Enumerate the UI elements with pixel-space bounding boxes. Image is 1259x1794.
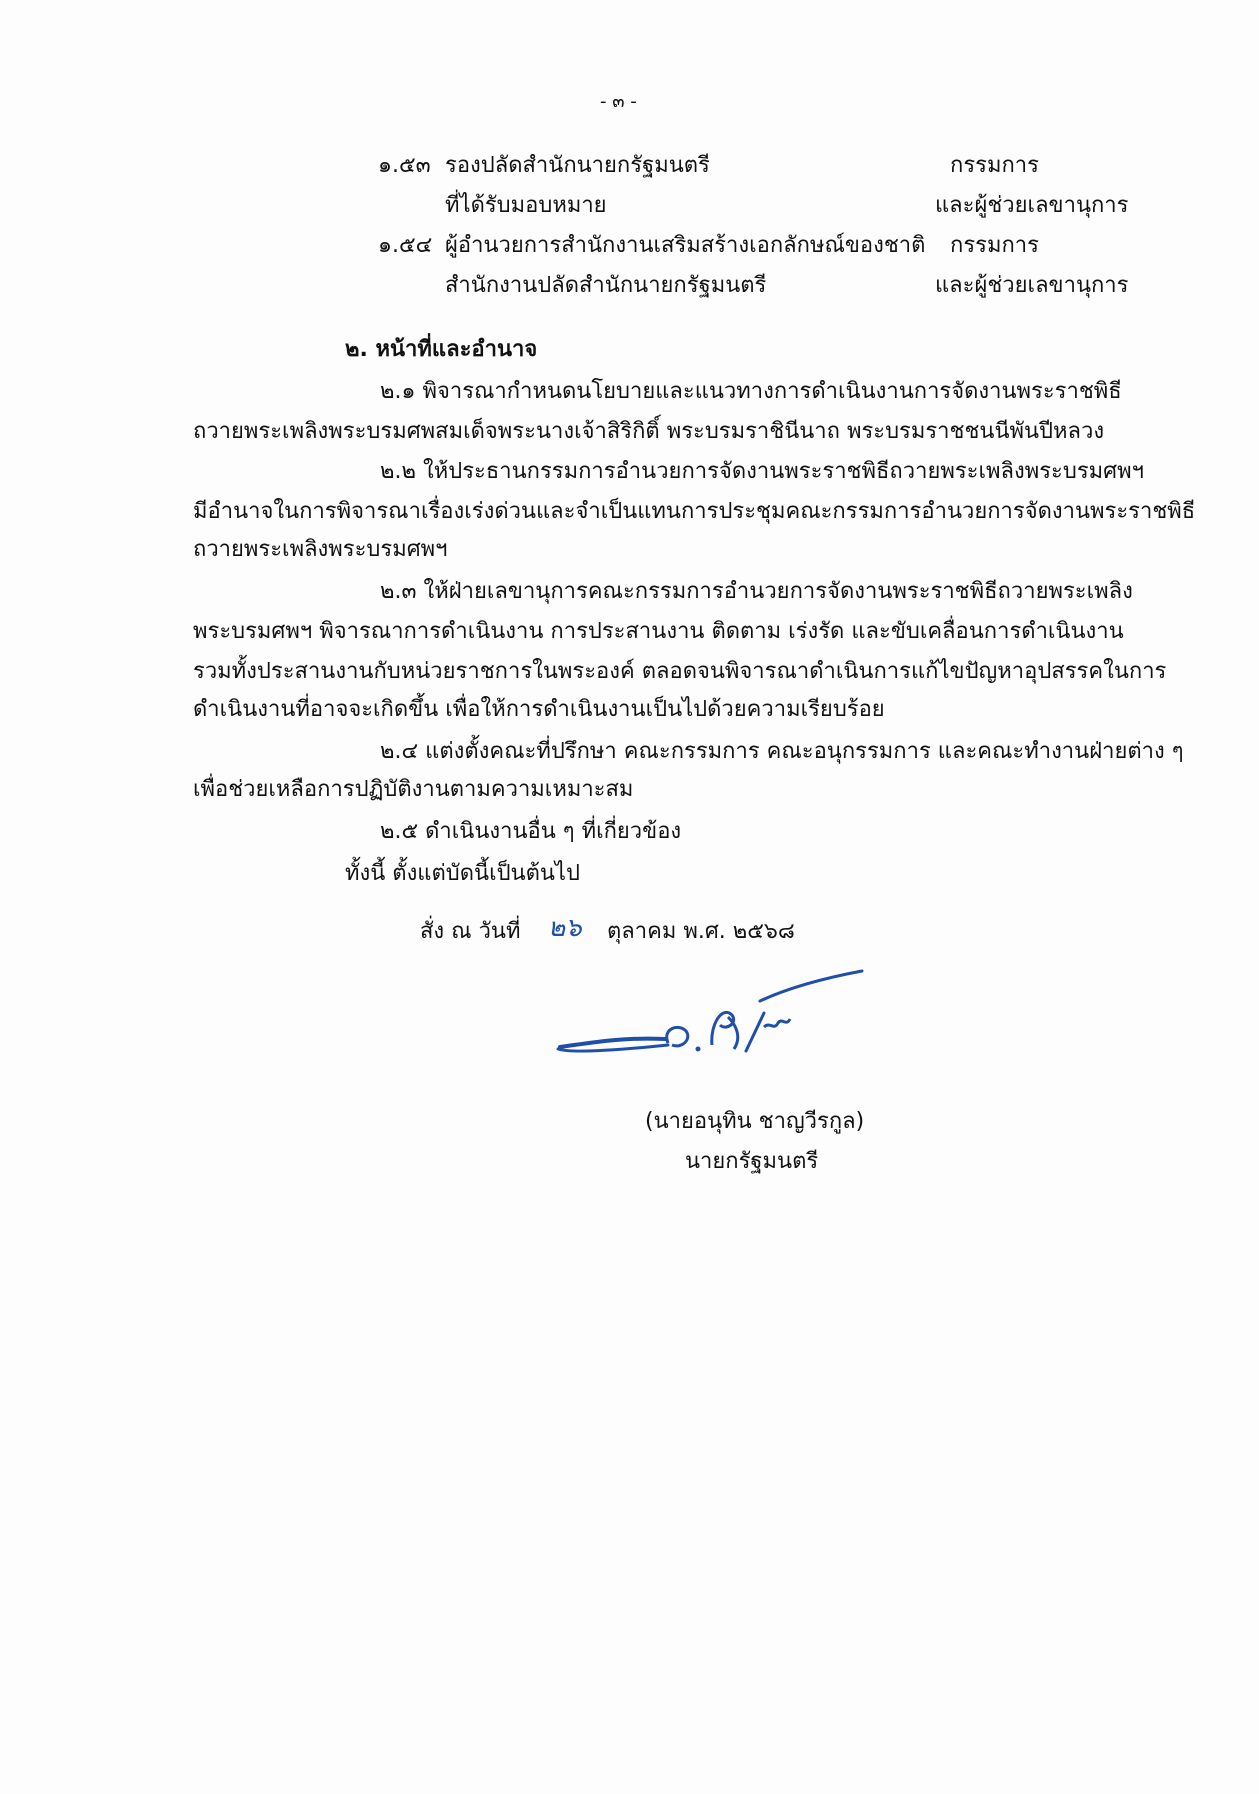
order-date-day: ๒๖ xyxy=(548,913,582,943)
signature-image xyxy=(550,965,870,1085)
paragraph-2-1: ๒.๑ พิจารณากำหนดนโยบายและแนวทางการดำเนินงานการจัดงานพระราชพิธี xyxy=(380,379,1122,404)
effective-statement: ทั้งนี้ ตั้งแต่บัดนี้เป็นต้นไป xyxy=(345,861,580,886)
member-role: กรรมการ xyxy=(950,153,1039,178)
paragraph-2-5: ๒.๕ ดำเนินงานอื่น ๆ ที่เกี่ยวข้อง xyxy=(380,819,682,844)
member-name: ผู้อำนวยการสำนักงานเสริมสร้างเอกลักษณ์ของชาติ xyxy=(445,233,926,258)
paragraph-2-1-cont: ถวายพระเพลิงพระบรมศพสมเด็จพระนางเจ้าสิริกิติ์ พระบรมราชินีนาถ พระบรมราชชนนีพันปีหลวง xyxy=(193,419,1105,444)
paragraph-2-4-cont: เพื่อช่วยเหลือการปฏิบัติงานตามความเหมาะสม xyxy=(193,777,634,802)
order-date-rest: ตุลาคม พ.ศ. ๒๕๖๘ xyxy=(607,919,795,944)
member-name-cont: สำนักงานปลัดสำนักนายกรัฐมนตรี xyxy=(445,273,767,298)
paragraph-2-2: ๒.๒ ให้ประธานกรรมการอำนวยการจัดงานพระราชพิธีถวายพระเพลิงพระบรมศพฯ xyxy=(380,459,1144,484)
order-date-prefix: สั่ง ณ วันที่ xyxy=(420,919,521,944)
signatory-name: (นายอนุทิน ชาญวีรกูล) xyxy=(645,1109,865,1134)
member-name: รองปลัดสำนักนายกรัฐมนตรี xyxy=(445,153,710,178)
paragraph-2-3-cont: พระบรมศพฯ พิจารณาการดำเนินงาน การประสานงาน ติดตาม เร่งรัด และขับเคลื่อนการดำเนินงาน xyxy=(193,619,1124,644)
paragraph-2-3: ๒.๓ ให้ฝ่ายเลขานุการคณะกรรมการอำนวยการจัดงานพระราชพิธีถวายพระเพลิง xyxy=(380,579,1133,604)
item-number: ๑.๕๔ xyxy=(378,233,433,258)
page-number: - ๓ - xyxy=(600,91,637,112)
member-role: กรรมการ xyxy=(950,233,1039,258)
section-heading: ๒. หน้าที่และอำนาจ xyxy=(345,337,538,362)
paragraph-2-3-cont: ดำเนินงานที่อาจจะเกิดขึ้น เพื่อให้การดำเนินงานเป็นไปด้วยความเรียบร้อย xyxy=(193,697,885,722)
signatory-position: นายกรัฐมนตรี xyxy=(685,1149,819,1174)
member-name-cont: ที่ได้รับมอบหมาย xyxy=(445,193,607,218)
item-number: ๑.๕๓ xyxy=(378,153,431,178)
paragraph-2-4: ๒.๔ แต่งตั้งคณะที่ปรึกษา คณะกรรมการ คณะอนุกรรมการ และคณะทำงานฝ่ายต่าง ๆ xyxy=(380,739,1184,764)
paragraph-2-2-cont: มีอำนาจในการพิจารณาเรื่องเร่งด่วนและจำเป็นแทนการประชุมคณะกรรมการอำนวยการจัดงานพระราชพิธี xyxy=(193,499,1196,524)
paragraph-2-2-cont: ถวายพระเพลิงพระบรมศพฯ xyxy=(193,537,448,562)
member-role-cont: และผู้ช่วยเลขานุการ xyxy=(935,193,1129,218)
member-role-cont: และผู้ช่วยเลขานุการ xyxy=(935,273,1129,298)
paragraph-2-3-cont: รวมทั้งประสานงานกับหน่วยราชการในพระองค์ ตลอดจนพิจารณาดำเนินการแก้ไขปัญหาอุปสรรคในการ xyxy=(193,659,1167,684)
